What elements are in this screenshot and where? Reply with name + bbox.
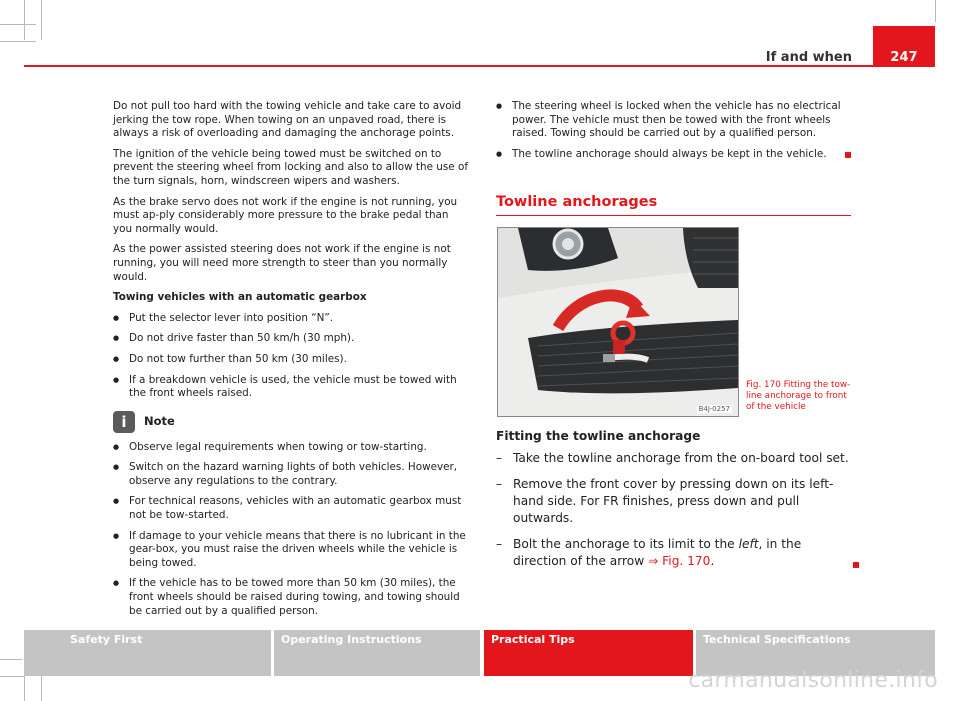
step-text: Remove the front cover by pressing down on its left-hand side. For FR finishes, press down and pull outwards. (513, 477, 834, 525)
footer-tab-practical-tips[interactable] (484, 630, 693, 676)
note-title: Note (144, 413, 175, 428)
paragraph: As the brake servo does not work if the engine is not running, you must ap-ply considerably more pressure to the brake pedal than you normally would. (113, 195, 458, 235)
page-number: 247 (890, 50, 918, 65)
fitting-heading: Fitting the towline anchorage (496, 429, 701, 443)
crop-mark (41, 676, 42, 701)
step-text: , in the direction of the arrow (513, 537, 802, 568)
right-column-top (496, 100, 851, 168)
section-end-mark (845, 152, 851, 158)
bullet-item: ● Do not drive faster than 50 km/h (30 mph). (113, 332, 468, 346)
dash: – (496, 537, 503, 551)
note-bullet: ● Switch on the hazard warning lights of both vehicles. However, observe any regulations to the contrary. (113, 461, 468, 488)
bullet-item: ● Do not tow further than 50 km (30 miles). (113, 353, 468, 367)
step-text-italic: left (738, 537, 759, 551)
step-text: . (710, 554, 715, 568)
step-item (496, 476, 851, 527)
watermark: carmanualsonline.info (688, 668, 938, 693)
footer-tab-label: Practical Tips (491, 633, 575, 646)
paragraph: As the power assisted steering does not work if the engine is not running, you will need more strength to steer than you normally would. (113, 243, 451, 283)
info-icon: i (113, 411, 135, 433)
dash: – (496, 451, 503, 465)
towline-figure (497, 227, 739, 417)
step-item (496, 536, 851, 570)
subheading: Towing vehicles with an automatic gearbox (113, 291, 367, 304)
header-rule (24, 65, 935, 67)
note-header (113, 411, 468, 433)
fitting-instructions (496, 428, 851, 579)
bullet-item: ● If a breakdown vehicle is used, the vehicle must be towed with the front wheels raised. (113, 374, 468, 401)
crop-mark (0, 676, 24, 677)
step-text: Take the towline anchorage from the on-board tool set. (513, 451, 849, 465)
step-text: Bolt the anchorage to its limit to the (513, 537, 739, 551)
figure-caption: Fig. 170 Fitting the tow-line anchorage to front of the vehicle (746, 380, 851, 412)
dash: – (496, 477, 503, 491)
bullet-item (496, 148, 851, 162)
footer-tab-label: Technical Specifications (703, 633, 851, 646)
paragraph: Do not pull too hard with the towing vehicle and take care to avoid jerking the tow rope. When towing on an unpaved road, there is always a risk of overloading and damaging the anchorage points. (113, 100, 462, 140)
note-bullet: ● Observe legal requirements when towing or tow-starting. (113, 441, 468, 455)
section-end-mark (853, 562, 859, 568)
bullet-item: ● The steering wheel is locked when the vehicle has no electrical power. The vehicle must then be towed with the front wheels raised. Towing should be carried out by a qualified person. (496, 100, 851, 141)
car-front-illustration (498, 228, 738, 416)
step-item (496, 450, 851, 467)
left-column (113, 100, 468, 625)
running-header: If and when (765, 50, 852, 65)
crop-mark (24, 676, 25, 701)
crop-mark (0, 24, 36, 25)
crop-mark (0, 41, 36, 42)
page-number-tab (873, 26, 935, 66)
figure-reference-link[interactable]: ⇒ Fig. 170 (648, 554, 711, 568)
crop-mark (935, 0, 936, 22)
section-title: Towline anchorages (496, 194, 851, 216)
footer-tab-label: Safety First (70, 633, 143, 646)
note-bullet: ● If the vehicle has to be towed more than 50 km (30 miles), the front wheels should be raised during towing, and towing should be carried out by a qualified person. (113, 577, 468, 618)
crop-mark (24, 0, 25, 40)
bullet-item: ● Put the selector lever into position “N”. (113, 312, 468, 326)
bullet-text: The towline anchorage should always be kept in the vehicle. (512, 147, 827, 160)
figure-code: B4J-0257 (698, 405, 730, 413)
footer-tab-operating-instructions[interactable] (274, 630, 480, 676)
footer-tab-safety-first[interactable] (24, 630, 271, 676)
note-bullet: ● If damage to your vehicle means that there is no lubricant in the gear-box, you must raise the driven wheels while the vehicle is being towed. (113, 530, 468, 571)
footer-tab-label: Operating Instructions (281, 633, 422, 646)
crop-mark (0, 659, 22, 660)
note-bullet: ● For technical reasons, vehicles with an automatic gearbox must not be tow-started. (113, 495, 468, 522)
crop-mark (41, 0, 42, 40)
paragraph: The ignition of the vehicle being towed must be switched on to prevent the steering wheel from locking and also to allow the use of the turn signals, horn, windscreen wipers and washers. (113, 147, 468, 187)
